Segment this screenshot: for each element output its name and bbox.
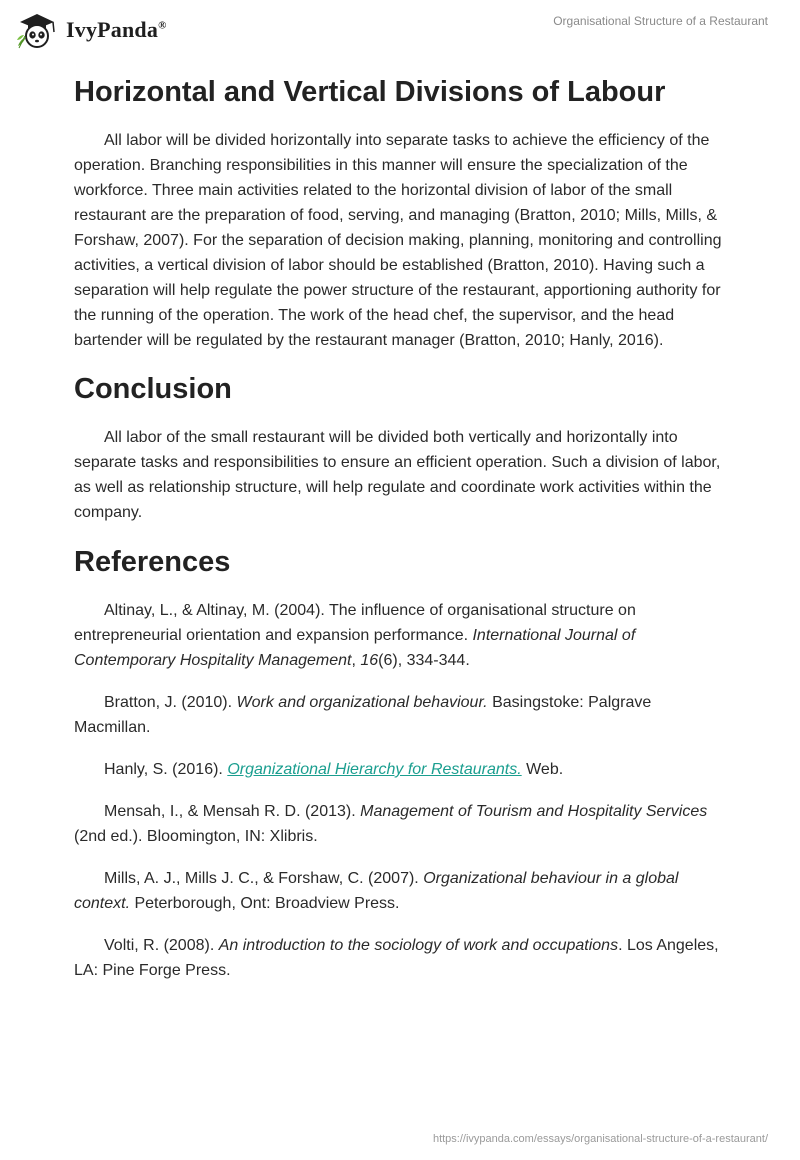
- section-heading: References: [74, 546, 231, 578]
- section-paragraph: All labor of the small restaurant will be divided both vertically and horizontally into separate tasks and responsibilities to ensure an efficient operation. Such a division of labor, as well as relationship structure, will help regulate and coordinate work activities within the company.: [74, 429, 721, 521]
- reference-item: Bratton, J. (2010). Work and organizational behaviour. Basingstoke: Palgrave Macmillan.: [74, 694, 652, 736]
- page-header: [0, 0, 800, 64]
- reference-link[interactable]: Organizational Hierarchy for Restaurants.: [227, 761, 522, 778]
- reference-item: Hanly, S. (2016). Organizational Hierarchy for Restaurants. Web.: [104, 761, 564, 778]
- section-heading: Conclusion: [74, 373, 232, 405]
- section-references: [74, 540, 726, 983]
- brand-logo[interactable]: [14, 10, 167, 50]
- reference-item: Volti, R. (2008). An introduction to the sociology of work and occupations. Los Angeles, LA: Pine Forge Press.: [74, 937, 719, 979]
- source-url[interactable]: https://ivypanda.com/essays/organisational-structure-of-a-restaurant/: [432, 1133, 768, 1145]
- article-content: [74, 70, 726, 1000]
- brand-name: IvyPanda®: [66, 17, 167, 42]
- section-heading: Horizontal and Vertical Divisions of Labour: [74, 76, 666, 108]
- reference-item: Mills, A. J., Mills J. C., & Forshaw, C. (2007). Organizational behaviour in a global context. Peterborough, Ont: Broadview Press.: [74, 870, 679, 912]
- section-divisions-of-labour: [74, 70, 726, 353]
- document-title: Organisational Structure of a Restaurant: [553, 14, 768, 28]
- panda-logo-icon: [14, 10, 60, 50]
- reference-item: Mensah, I., & Mensah R. D. (2013). Management of Tourism and Hospitality Services (2nd ed.). Bloomington, IN: Xlibris.: [74, 803, 708, 845]
- section-paragraph: All labor will be divided horizontally into separate tasks to achieve the efficiency of the operation. Branching responsibilities in this manner will ensure the specialization of the workforce. Three main activities related to the horizontal division of labor of the small restaurant are the preparation of food, serving, and managing (Bratton, 2010; Mills, Mills, & Forshaw, 2007). For the separation of decision making, planning, monitoring and controlling activities, a vertical division of labor should be established (Bratton, 2010). Having such a separation will help regulate the power structure of the restaurant, apportioning authority for the running of the operation. The work of the head chef, the supervisor, and the head bartender will be regulated by the restaurant manager (Bratton, 2010; Hanly, 2016).: [74, 132, 722, 349]
- section-conclusion: [74, 367, 726, 525]
- reference-item: Altinay, L., & Altinay, M. (2004). The influence of organisational structure on entrepreneurial orientation and expansion performance. International Journal of Contemporary Hospitality Management, 16(6), 334-344.: [74, 602, 636, 669]
